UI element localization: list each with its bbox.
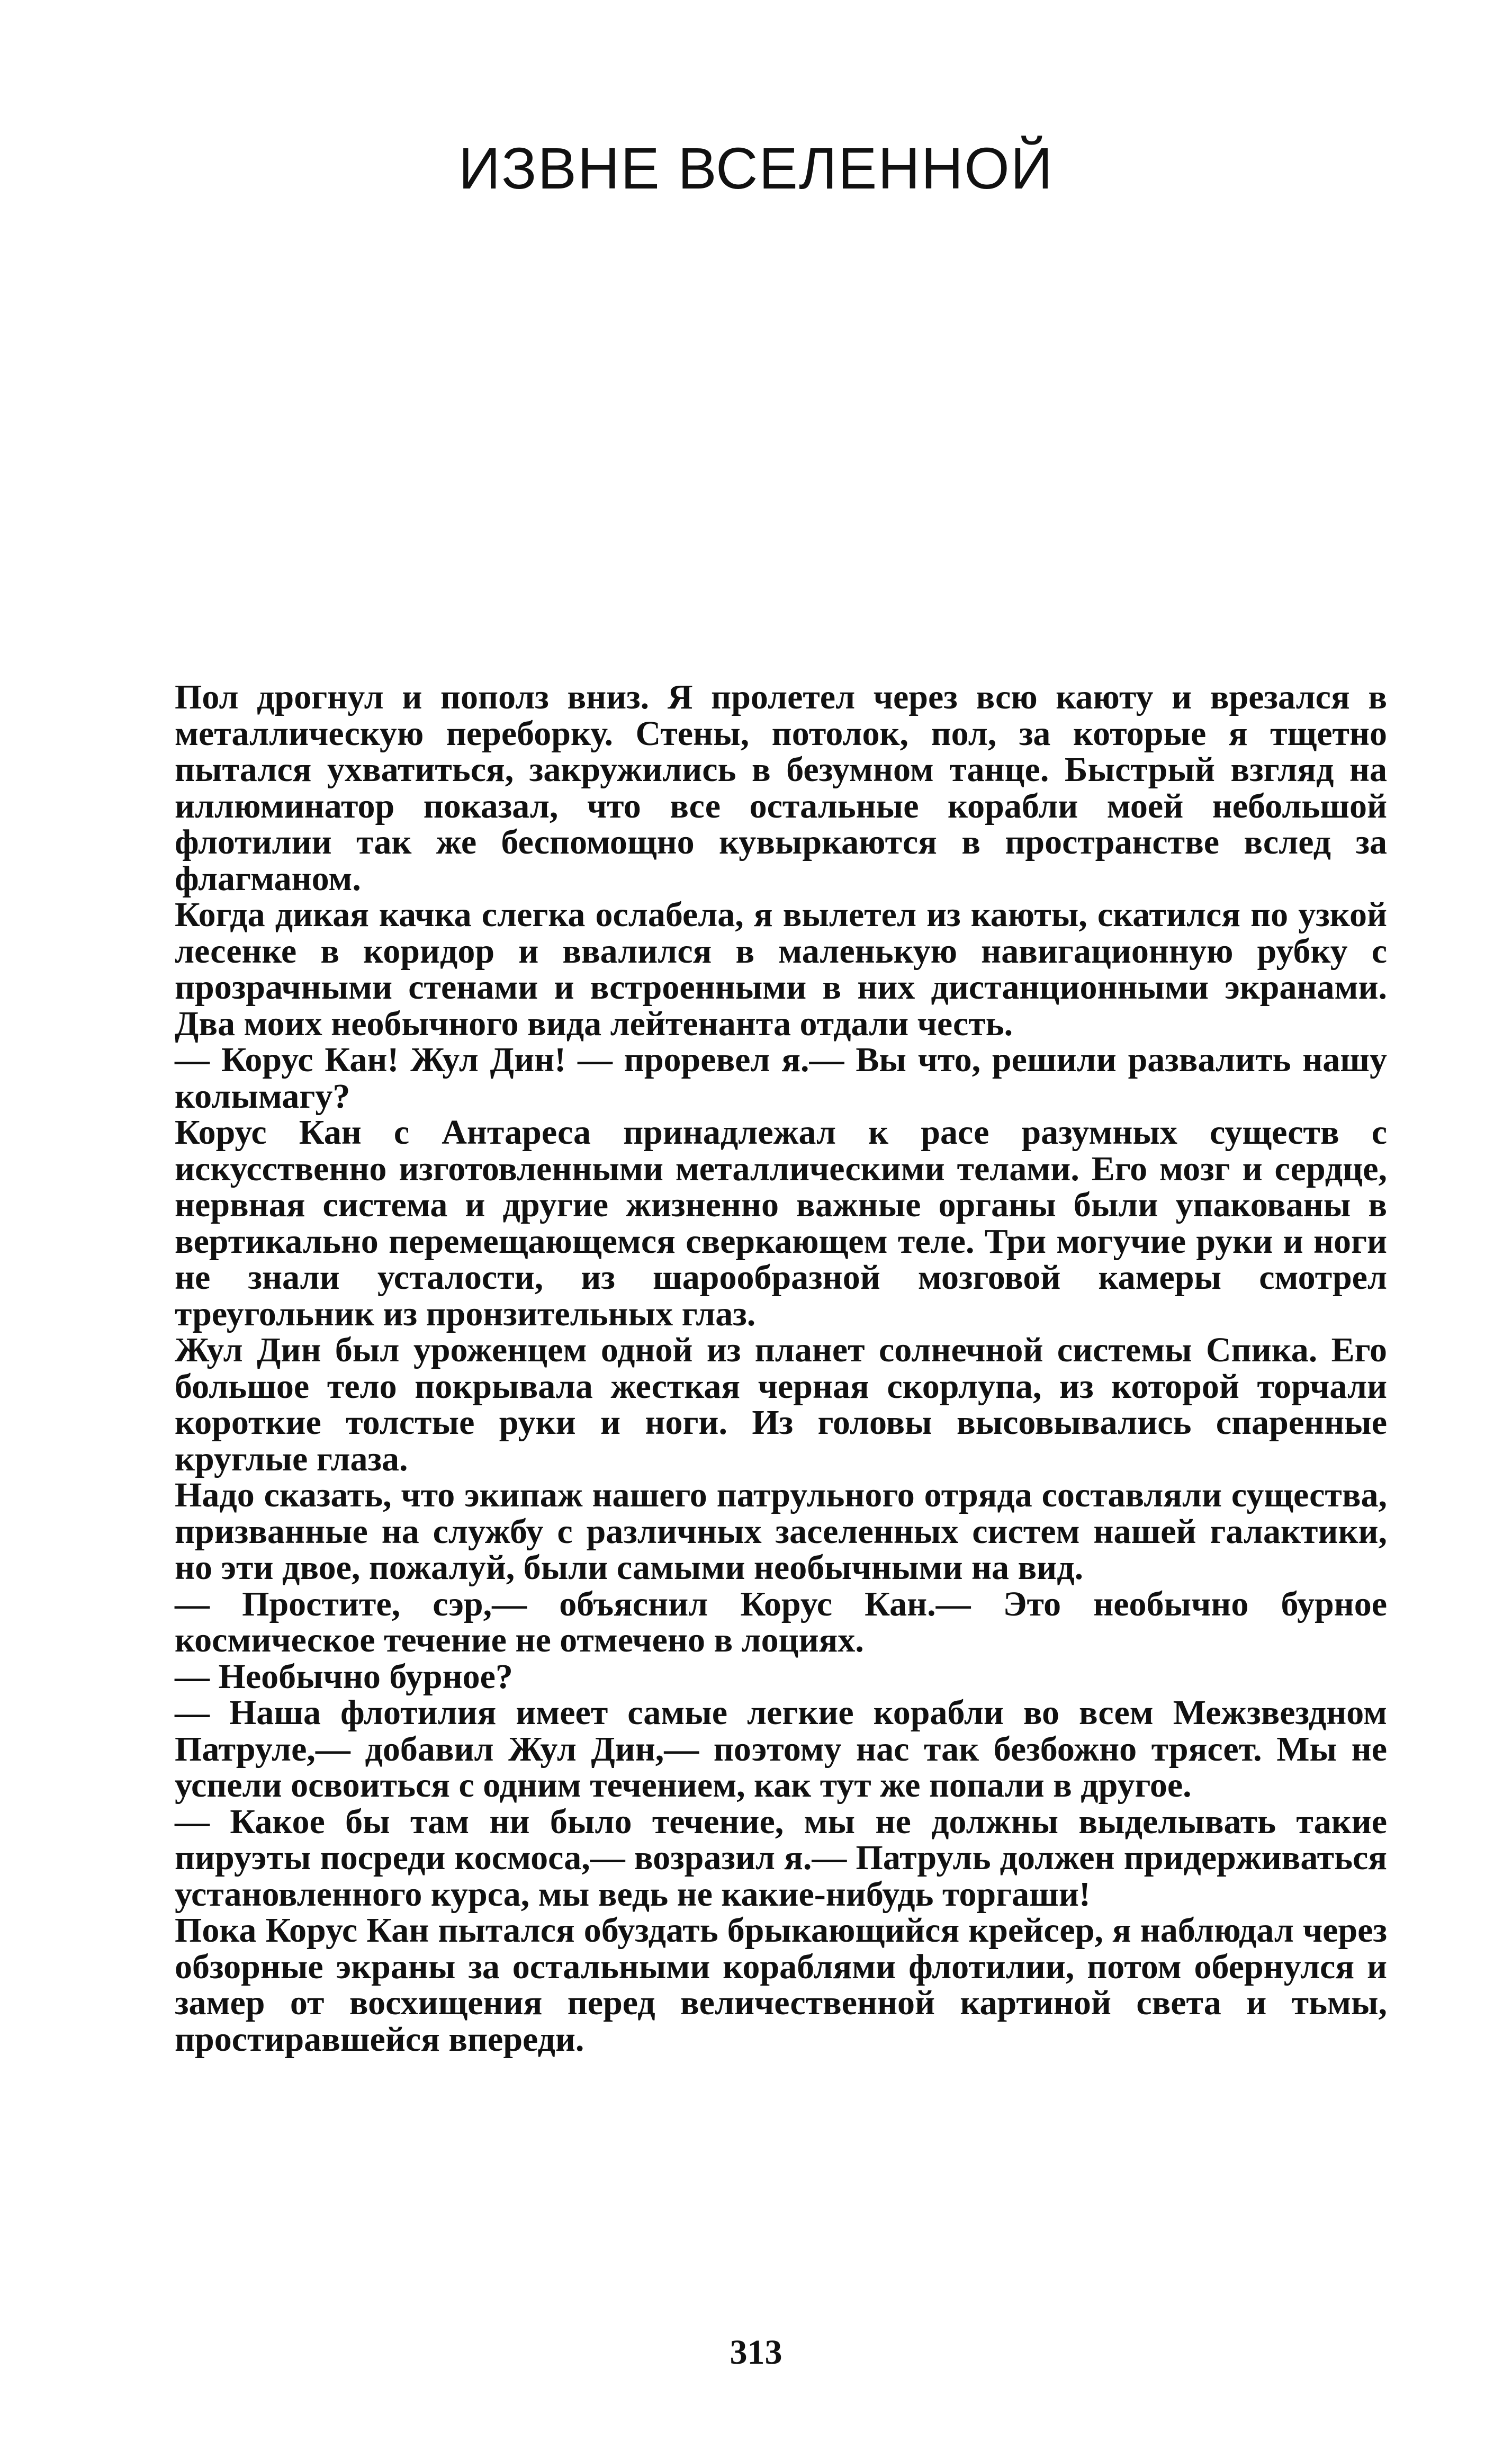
paragraph: — Корус Кан! Жул Дин! — проревел я.— Вы что, решили развалить нашу колымагу? — [175, 1040, 1387, 1116]
paragraph: — Наша флотилия имеет самые легкие корабли во всем Межзвездном Патруле,— добавил Жул Дин,— поэтому нас так безбожно трясет. Мы не успели освоиться с одним течением, как тут же попали в другое. — [175, 1693, 1387, 1805]
chapter-title: ИЗВНЕ ВСЕЛЕННОЙ — [458, 136, 1054, 201]
paragraph: Когда дикая качка слегка ослабела, я вылетел из каюты, скатился по узкой лесенке в коридор и ввалился в маленькую навигационную рубку с прозрачными стенами и встроенными в них дистанционными экранами. Два моих необычного вида лейтенанта отдали честь. — [175, 895, 1387, 1043]
paragraph: — Какое бы там ни было течение, мы не должны выделывать такие пируэты посреди космоса,— возразил я.— Патруль должен придерживаться установленного курса, мы ведь не какие-нибудь торгаши! — [175, 1802, 1387, 1914]
paragraph: Надо сказать, что экипаж нашего патрульного отряда составляли существа, призванные на службу с различных заселенных систем нашей галактики, но эти двое, пожалуй, были самыми необычными на вид. — [175, 1476, 1387, 1587]
paragraph: Жул Дин был уроженцем одной из планет солнечной системы Спика. Его большое тело покрывала жесткая черная скорлупа, из которой торчали короткие толстые руки и ноги. Из головы высовывались спаренные круглые глаза. — [175, 1331, 1387, 1478]
paragraph: Корус Кан с Антареса принадлежал к расе разумных существ с искусственно изготовленными металлическими телами. Его мозг и сердце, нервная система и другие жизненно важные органы были упакованы в вертикально перемещающемся сверкающем теле. Три могучие руки и ноги не знали усталости, из шарообразной мозговой камеры смотрел треугольник из пронзительных глаз. — [175, 1113, 1387, 1333]
paragraph: Пока Корус Кан пытался обуздать брыкающийся крейсер, я наблюдал через обзорные экраны за остальными кораблями флотилии, потом обернулся и замер от восхищения перед величественной картиной света и тьмы, простиравшейся впереди. — [175, 1911, 1387, 2059]
body-text — [175, 679, 1387, 2058]
paragraph: — Необычно бурное? — [175, 1657, 513, 1696]
paragraph: Пол дрогнул и пополз вниз. Я пролетел через всю каюту и врезался в металлическую переборку. Стены, потолок, пол, за которые я тщетно пытался ухватиться, закружились в безумном танце. Быстрый взгляд на иллюминатор показал, что все остальные корабли моей небольшой флотилии так же беспомощно кувыркаются в пространстве вслед за флагманом. — [175, 678, 1387, 898]
paragraph: — Простите, сэр,— объяснил Корус Кан.— Это необычно бурное космическое течение не отмечено в лоциях. — [175, 1584, 1387, 1659]
page-number: 313 — [730, 2333, 782, 2372]
